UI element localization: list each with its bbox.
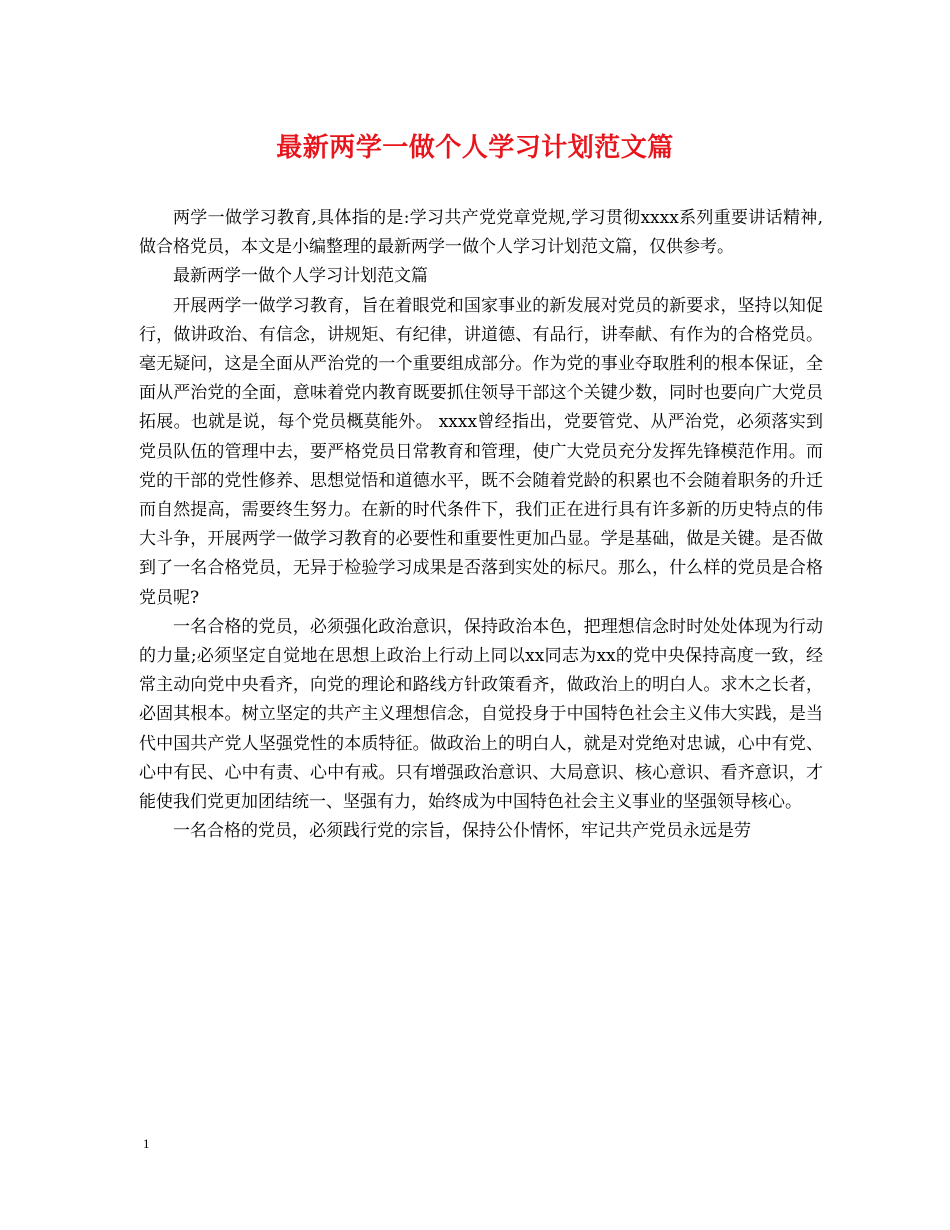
paragraph-political-awareness: 一名合格的党员，必须强化政治意识，保持政治本色，把理想信念时时处处体现为行动的力量;必须坚定自觉地在思想上政治上行动上同以xx同志为xx的党中央保持高度一致，经常主动向党中央看齐，向党的理论和路线方针政策看齐，做政治上的明白人。求木之长者，必固其根本。树立坚定的共产主义理想信念，自觉投身于中国特色社会主义伟大实践，是当代中国共产党人坚强党性的本质特征。做政治上的明白人，就是对党绝对忠诚，心中有党、心中有民、心中有责、心中有戒。只有增强政治意识、大局意识、核心意识、看齐意识，才能使我们党更加团结统一、坚强有力，始终成为中国特色社会主义事业的坚强领导核心。 xyxy=(139,616,823,813)
document-body xyxy=(139,204,823,846)
paragraph-intro: 两学一做学习教育,具体指的是:学习共产党党章党规,学习贯彻xxxx系列重要讲话精神,做合格党员，本文是小编整理的最新两学一做个人学习计划范文篇，仅供参考。 xyxy=(139,208,823,258)
paragraph-party-purpose: 一名合格的党员，必须践行党的宗旨，保持公仆情怀，牢记共产党员永远是劳 xyxy=(173,821,751,842)
paragraph-subheading: 最新两学一做个人学习计划范文篇 xyxy=(173,266,428,287)
page-number: 1 xyxy=(143,1136,150,1151)
paragraph-background: 开展两学一做学习教育，旨在着眼党和国家事业的新发展对党员的新要求，坚持以知促行，做讲政治、有信念，讲规矩、有纪律，讲道德、有品行，讲奉献、有作为的合格党员。毫无疑问，这是全面从严治党的一个重要组成部分。作为党的事业夺取胜利的根本保证，全面从严治党的全面，意味着党内教育既要抓住领导干部这个关键少数，同时也要向广大党员拓展。也就是说，每个党员概莫能外。 xxxx曾经指出，党要管党、从严治党，必须落实到党员队伍的管理中去，要严格党员日常教育和管理，使广大党员充分发挥先锋模范作用。而党的干部的党性修养、思想觉悟和道德水平，既不会随着党龄的积累也不会随着职务的升迁而自然提高，需要终生努力。在新的时代条件下，我们正在进行具有许多新的历史特点的伟大斗争，开展两学一做学习教育的必要性和重要性更加凸显。学是基础，做是关键。是否做到了一名合格党员，无异于检验学习成果是否落到实处的标尺。那么，什么样的党员是合格党员呢? xyxy=(139,295,823,608)
document-title: 最新两学一做个人学习计划范文篇 xyxy=(276,133,674,163)
